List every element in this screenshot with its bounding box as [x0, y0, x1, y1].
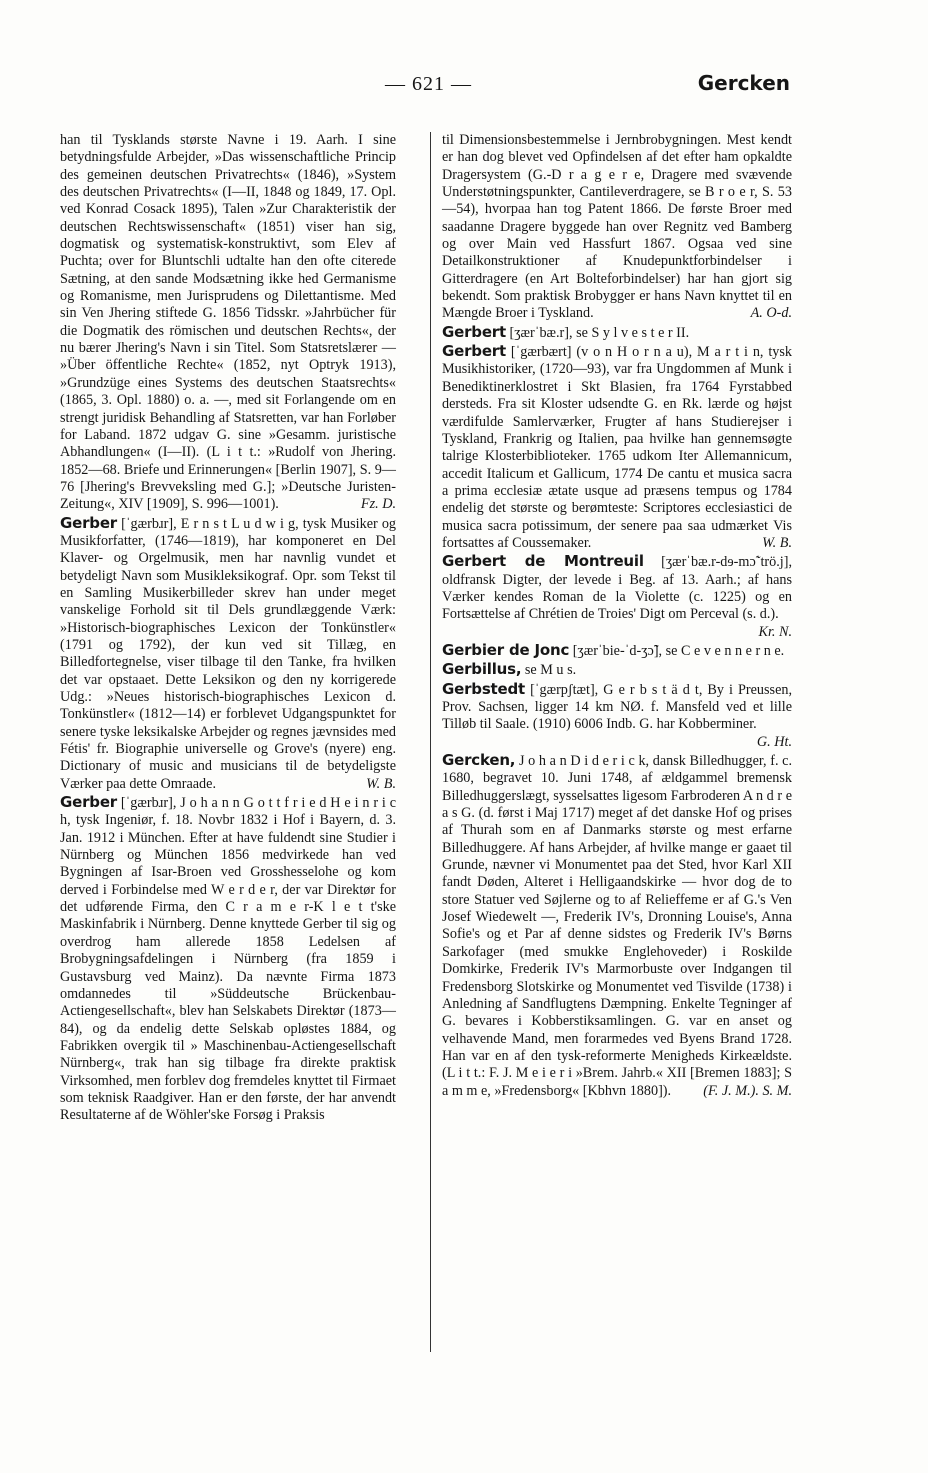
- entry-body: se M u s.: [524, 662, 577, 679]
- continuation-text: [60, 132, 396, 514]
- entry-body: J o h a n D i d e r i c k, dansk Billedhugger, f. c. 1680, begravet 10. Juni 1748, af ældgammel bremensk Billedhuggerslægt, sysselsattes ligesom Farbroderen A n d r e a s G. (d. først i Maj 1717) meget af det danske Hof og prises af Thurah som en af Danmarks største og mest erfarne Billedhuggere. Af hans Arbejder, af hvilke mange er gaaet til Grunde, nævner vi Monumentet paa det Sted, hvor Karl XII fandt Døden, Alteret i Helligaandskirke — hvor dog de to store Statuer ved Søjlerne og to af Relieffeme er af G.'s Ven Josef Wiedewelt —, Frederik IV's, Dronning Louise's, Anna Sofie's og et Par af denne sidstes og Frederik IV's Børns Sarkofager (med smukke Englehoveder) i Roskilde Domkirke, Frederik IV's Marmorbuste over Indgangen til Fredensborg Slotskirke og Monumentet ved Tisvilde (1738) i Anledning af Sandflugtens Dæmpning. Enkelte Tegninger af G. bevares i Kobberstiksamlingen. G. var en anset og velhavende Mand, men forarmedes ved Byens Brand 1728. Han var en af den tysk-reformerte Menigheds Kirkeældste. (L i t t.: F. J. M e i e r i »Brem. Jahrb.« XII [Bremen 1883]; S a m m e, »Fredensborg« [Kbhvn 1880]).: [442, 753, 792, 1099]
- author-signature: Kr. N.: [758, 623, 792, 640]
- column-divider: [430, 132, 431, 1352]
- entry-headword: Gerbert: [442, 342, 506, 361]
- running-head: Gercken: [697, 71, 790, 95]
- entry-gerbstedt: [442, 679, 793, 750]
- entry-gerbert-de-montreuil: [442, 552, 792, 640]
- entry-gerbert-sylvester: [442, 324, 792, 342]
- entry-headword: Gerbier de Jonc: [442, 640, 570, 659]
- entry-headword: Gerber: [60, 513, 117, 532]
- author-signature: G. Ht.: [756, 733, 792, 750]
- entry-gerber-ernst: [60, 515, 396, 794]
- page-number: — 621 —: [385, 73, 472, 95]
- page-header: [60, 73, 790, 103]
- continuation-body: til Dimensionsbestemmelse i Jernbrobygningen. Mest kendt er han dog blevet ved Opfindelsen af det efter ham opkaldte Dragersystem (G.-D r a g e r e, Dragere med svævende Understøtningspunkter, Cantileverdragere, se B r o e r, S. 53—54), hvorpaa han tog Patent 1866. De første Broer med saadanne Dragere byggede han over Regnitz ved Bamberg og over Main ved Hassfurt 1867. Ogsaa ved sine Detailkonstruktioner af Knudepunktforbindelser i Gitterdragere (en Art Bolteforbindelser) har han gjort sig bekendt. Som praktisk Brobygger er hans Navn knyttet til en Mængde Broer i Tyskland.: [442, 132, 792, 322]
- entry-body: [ʒærˈbæ.r-dɘ-mɔ̃ˈtrö.j], oldfransk Digter, der levede i Beg. af 13. Aarh.; af hans Værker kendes Roman de la Violette (c. 1225) og en Fortsættelse af Chrétien de Troies' Digt om Perceval (s. d.).: [442, 554, 792, 623]
- entry-body: [ʒærˈbæ.r], se S y l v e s t e r II.: [509, 324, 690, 341]
- entry-gerbillus: [442, 661, 792, 679]
- entry-gerbier-de-jonc: [442, 642, 792, 660]
- author-signature: Fz. D.: [360, 496, 396, 513]
- entry-gercken: [442, 752, 792, 1100]
- entry-headword: Gerbert: [442, 322, 506, 341]
- entry-headword: Gerbillus,: [442, 660, 522, 679]
- continuation-body: han til Tysklands største Navne i 19. Aarh. I sine betydningsfulde Arbejder, »Das wissenschaftliche Princip des gemeinen deutschen Privatrechts« (1846), »System des deutschen Privatrechts« (I—II, 1848 og 1849, 17. Opl. ved Konrad Cosack 1895), Talen »Zur Charakteristik der deutschen Rechtswissenschaft« (1851) viser han sig, dogmatisk og systematisk-konstruktivt, som Elev af Puchta; over for Bluntschli udtalte han den ofte citerede Sætning, at den sande Modsætning ikke hed Germanisme og Romanisme, men Jurisprudens og Dilettantisme. Med sin Ven Jhering stiftede G. 1856 Tidsskr. »Jahrbücher für die Dogmatik des römischen und deutschen Rechts«, der nu bærer Jhering's Navn i sin Titel. Som Statsretslærer — »Über öffentliche Rechte« (1852, nyt Optryk 1913), »Grundzüge eines Systems des deutschen Staatsrechts« (1865, 3. Opl. 1880) o. a. —, med sit Forlangende om en strengt juridisk Behandling af Statsretten, var han Forløber for Laband. 1872 udgav G. sine »Gesamm. juristische Abhandlungen« (I—II). (L i t t.: »Rudolf von Jhering. 1852—68. Briefe und Erinnerungen« [Berlin 1907], S. 9—76 [Jhering's Brevveksling med G.]; »Deutsche Juristen-Zeitung«, XIV [1909], S. 996—1001).: [60, 132, 396, 513]
- entry-gerber-johann: [60, 794, 396, 1125]
- entry-body: [ˈgærbært] (v o n H o r n a u), M a r t i n, tysk Musikhistoriker, (1720—93), var fra Ungdommen af Munk i Benediktinerklostret i Skt Blasien, fra 1764 Fyrstabbed dersteds. Fra sit Kloster udsendte G. en Rk. lærde og højst værdifulde Samlerværker, Frugter af hans Studierejser i Tyskland, Frankrig og Italien, paa hvilke han gennemsøgte talrige Klosterbiblioteker. 1765 udkom Iter Allemannicum, accedit Italicum et Gallicum, 1774 De cantu et musica sacra a prima ecclesiæ ætate usque ad præsens tempus og 1784 endelig det største og berømteste: Scriptores ecclesiastici de musica sacra potissimum, der senere paa saa udmærket Vis fortsattes af Coussemaker.: [442, 344, 792, 551]
- right-column: [442, 132, 792, 1100]
- continuation-text: [442, 132, 792, 323]
- entry-gerbert-martin: [442, 343, 792, 552]
- author-signature: (F. J. M.). S. M.: [703, 1082, 792, 1099]
- left-column: [60, 132, 396, 1125]
- entry-body: [ˈgærbɹr], J o h a n n G o t t f r i e d H e i n r i c h, tysk Ingeniør, f. 18. Novbr 1832 i Hof i Bayern, d. 3. Jan. 1912 i München. Efter at have fuldendt sine Studier i Nürnberg og München 1856 medvirkede han ved Bygningen af Isar-Broen ved Grosshesselohe og kom derved i Forbindelse med W e r d e r, der var Direktør for det udførende Firma, den C r a m e r-K l e t t'ske Maskinfabrik i Nürnberg. Denne knyttede Gerber til sig og overdrog ham allerede 1858 Ledelsen af Brobygningsafdelingen i Nürnberg (fra 1859 i Gustavsburg ved Mainz). Da nævnte Firma 1873 omdannedes til »Süddeutsche Brückenbau-Actiengesellschaft«, blev han Selskabets Direktør (1873—84), og da endelig dette Selskab opløstes 1884, og Fabrikken overgik til » Maschinenbau-Actiengesellschaft Nürnberg«, trak han sig tilbage fra direkte praktisk Virksomhed, men forblev dog fremdeles knyttet til Firmaet som teknisk Raadgiver. Han er den første, der har anvendt Resultaterne af de Wöhler'ske Forsøg i Praksis: [60, 795, 396, 1124]
- entry-headword: Gerber: [60, 793, 117, 812]
- entry-headword: Gercken,: [442, 751, 516, 770]
- entry-headword: Gerbert de Montreuil: [442, 552, 644, 571]
- entry-body: [ʒærˈbie-ˈd-ʒɔ̃], se C e v e n n e r n e.: [572, 642, 785, 659]
- author-signature: W. B.: [366, 775, 396, 792]
- entry-body: [ˈgærpʃtæt], G e r b s t ä d t, By i Preussen, Prov. Sachsen, ligger 14 km NØ. f. Mansfeld ved et lille Tilløb til Saale. (1910) 6006 Indb. G. har Kobberminer.: [442, 681, 793, 733]
- entry-headword: Gerbstedt: [442, 679, 525, 698]
- entry-body: [ˈgærbɹr], E r n s t L u d w i g, tysk Musiker og Musikforfatter, (1746—1819), har komponeret en Del Klaver- og Orgelmusik, men har navnlig vundet et betydeligt Navn som Musikleksikograf. Opr. som Tekst til en Samling Musikerbilleder skrev han under meget vanskelige Forhold sit til Dels grundlæggende Værk: »Historisch-biographisches Lexicon der Tonkünstler« (1791 og 1792), der kun ved sit Tillæg, en Billedfortegnelse, viser tilbage til den Tanke, fra hvilken det var opstaaet. Dette Leksikon og den ny korrigerede Udg.: »Neues historisch-biographisches Lexicon d. Tonkünstler« (1812—14) er forblevet Udgangspunktet for senere tyske leksikalske Arbejder og regnes jævnsides med Fétis' fr. Biographie universelle og Grove's (nyere) eng. Dictionary of music and musicians til de betydeligste Værker paa dette Omraade.: [60, 515, 397, 792]
- author-signature: A. O-d.: [750, 305, 792, 322]
- author-signature: W. B.: [762, 534, 792, 551]
